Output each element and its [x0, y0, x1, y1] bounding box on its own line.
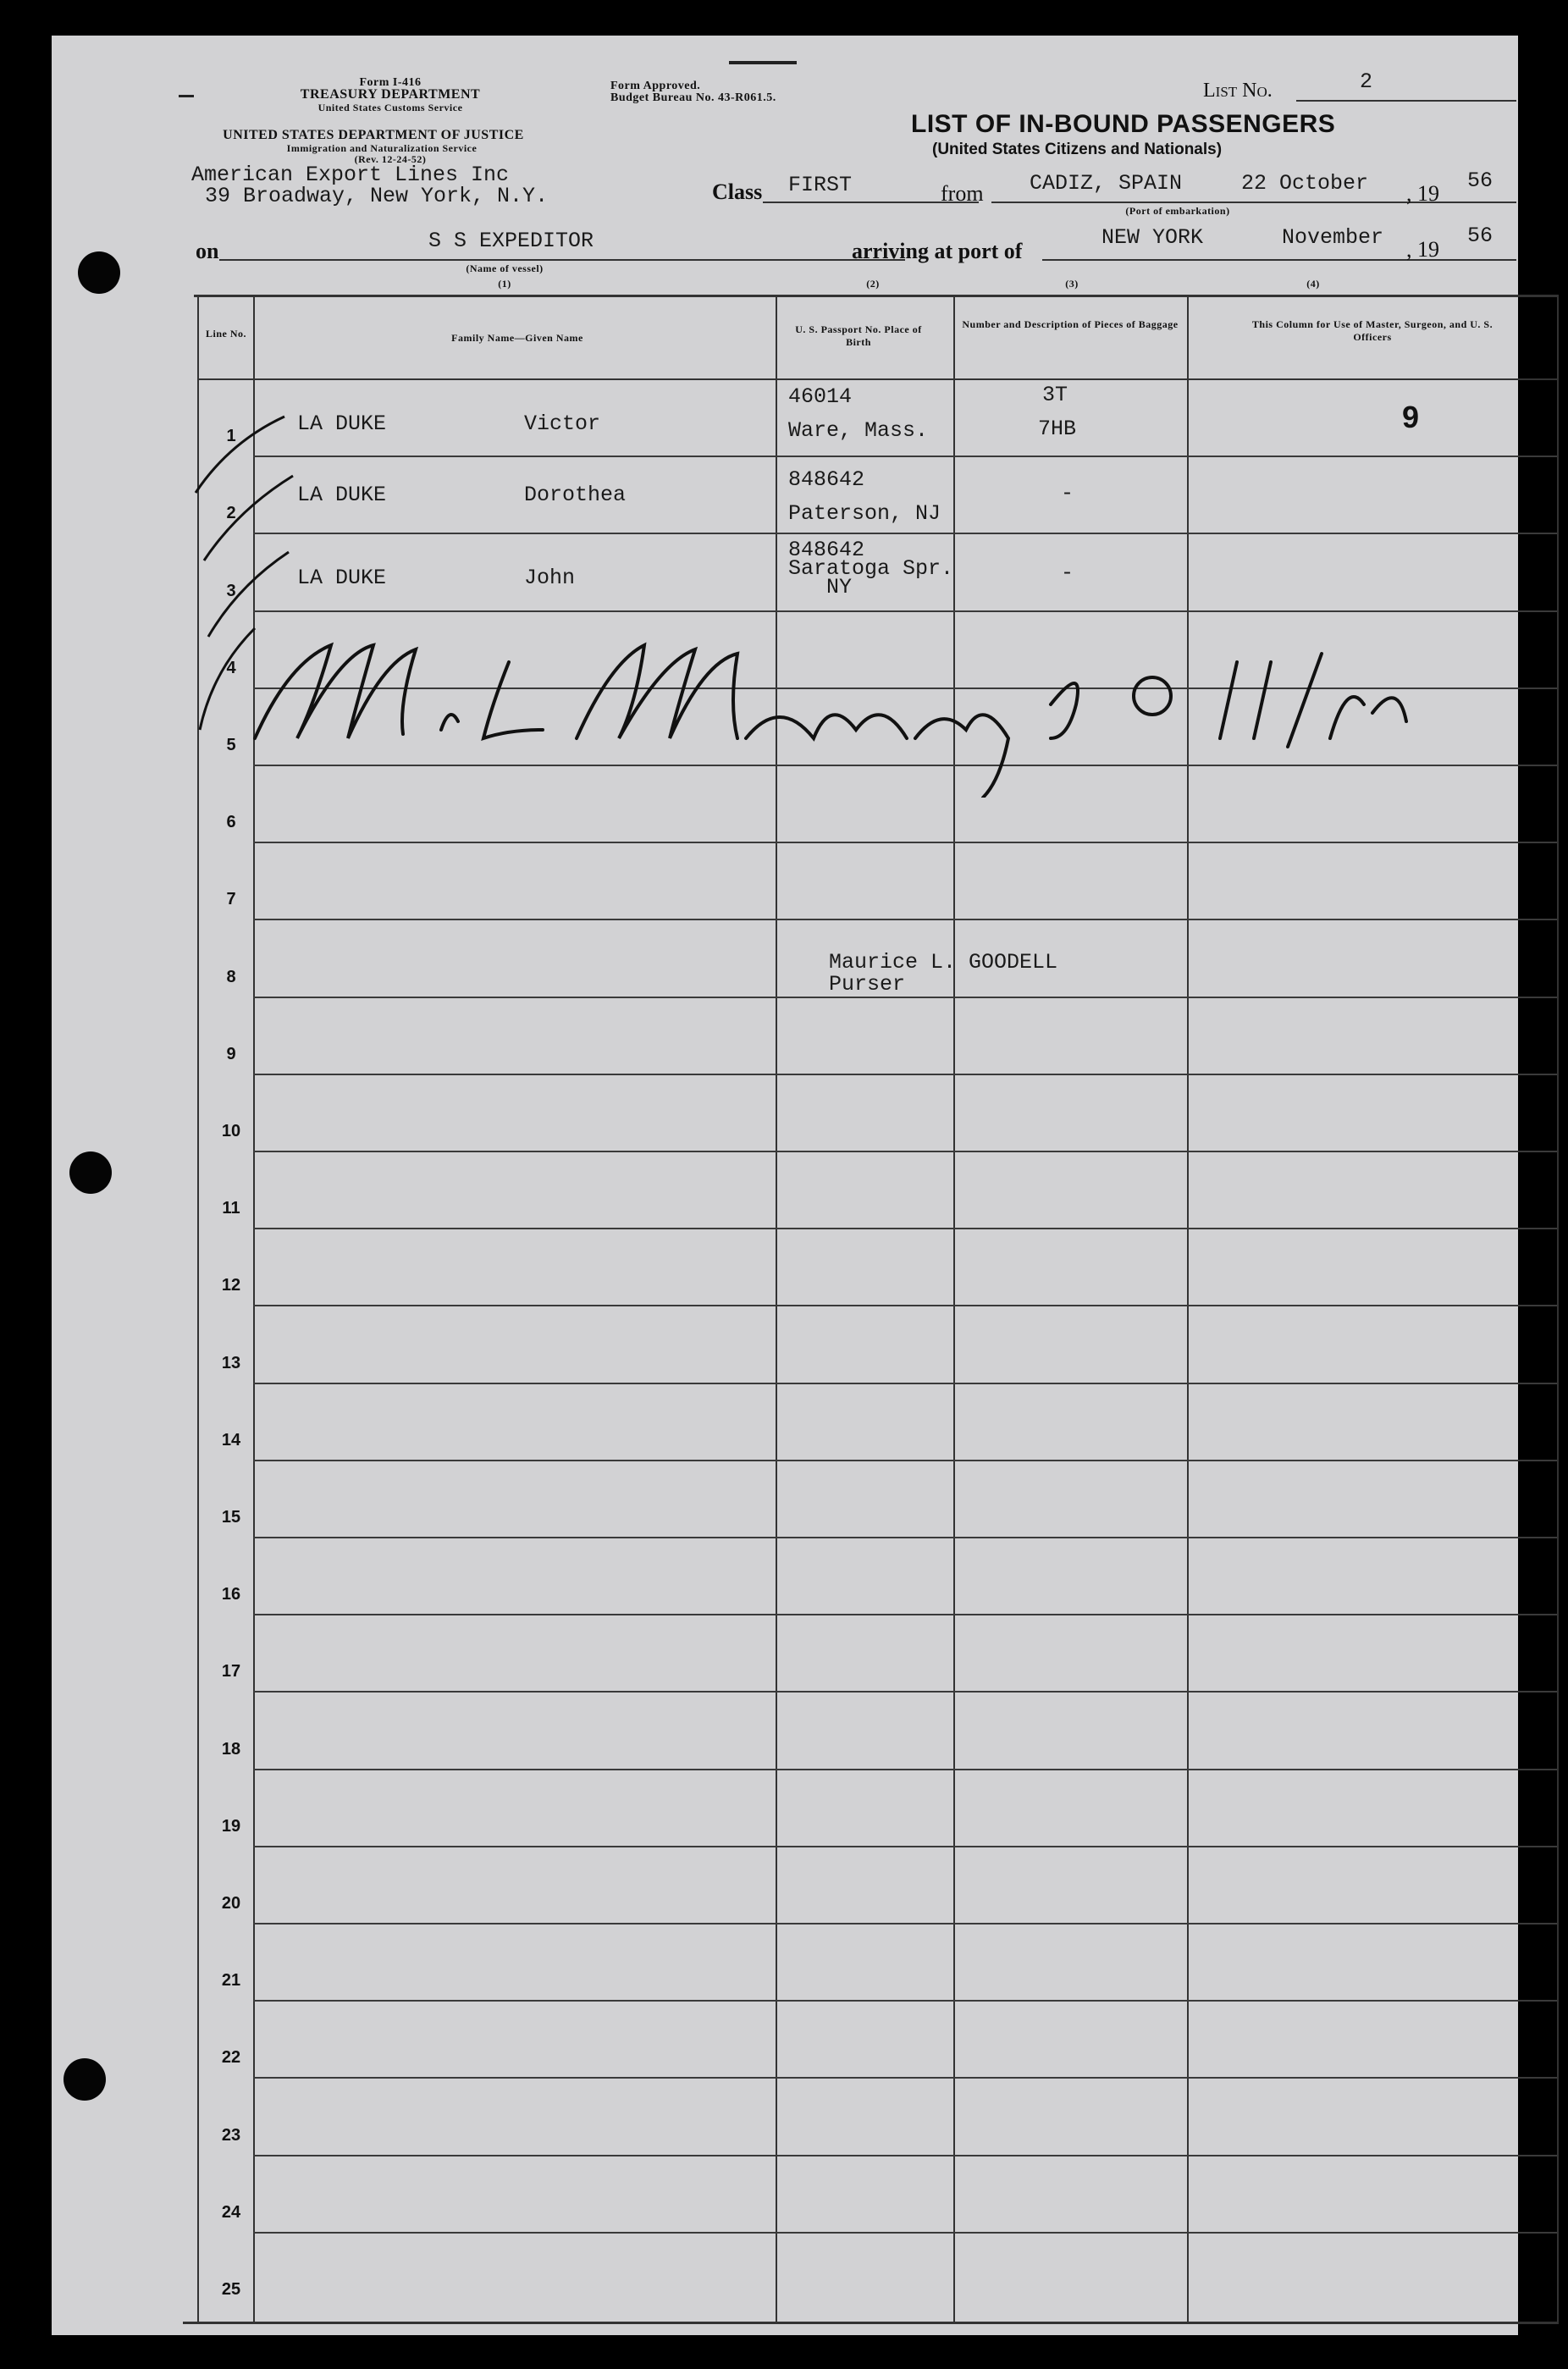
passenger-2-family: LA DUKE: [297, 483, 387, 507]
row-line: [253, 1074, 1557, 1075]
from-port: CADIZ, SPAIN: [1030, 171, 1183, 196]
col-number-3: (3): [1065, 278, 1079, 290]
row-number: 16: [221, 1585, 241, 1604]
form-approved: Form Approved.: [610, 80, 701, 92]
row-line: [253, 2155, 1557, 2156]
row-number: 4: [226, 659, 236, 677]
row-number: 18: [221, 1740, 241, 1759]
row-line: [253, 842, 1557, 843]
row-line: [253, 1614, 1557, 1615]
passenger-1-baggage-2: 7HB: [1038, 417, 1077, 441]
treasury-label: TREASURY DEPARTMENT: [300, 87, 481, 102]
immigration-label: Immigration and Naturalization Service: [286, 142, 478, 154]
row-number: 8: [226, 968, 236, 986]
company-address: 39 Broadway, New York, N.Y.: [205, 184, 549, 208]
col-number-4: (4): [1306, 278, 1320, 290]
arrival-port: NEW YORK: [1101, 225, 1204, 250]
passenger-1-given: Victor: [524, 411, 601, 436]
row-number: 9: [226, 1045, 236, 1063]
row-line: [253, 1151, 1557, 1152]
row-number: 3: [226, 582, 236, 600]
class-value: FIRST: [788, 173, 853, 197]
passenger-3-baggage: -: [1061, 560, 1074, 585]
list-no-label: List No.: [1203, 80, 1273, 102]
page-title: LIST OF IN-BOUND PASSENGERS: [911, 110, 1336, 138]
row-number: 10: [221, 1122, 241, 1140]
vessel-name: S S EXPEDITOR: [428, 229, 594, 253]
binder-hole-bottom: [63, 2058, 106, 2101]
row-number: 13: [221, 1354, 241, 1372]
row-line: [253, 1769, 1557, 1770]
passenger-2-baggage: -: [1061, 481, 1074, 505]
row-number: 21: [221, 1971, 241, 1990]
passenger-2-passport: 848642: [788, 467, 865, 492]
on-label: on: [196, 239, 219, 263]
passenger-1-officer-mark: 9: [1402, 400, 1420, 434]
row-number: 11: [222, 1199, 240, 1218]
col-line-no: Line No.: [205, 328, 246, 340]
from-label: from: [941, 181, 984, 206]
col-passport: U. S. Passport No. Place of Birth: [795, 323, 922, 348]
row-number: 22: [221, 2048, 241, 2067]
passenger-3-birthplace-2: NY: [826, 575, 853, 599]
passenger-2-given: Dorothea: [524, 483, 627, 507]
row-number: 7: [226, 890, 236, 908]
inspector-signature: [238, 611, 1423, 798]
year-prefix-1: , 19: [1406, 181, 1439, 206]
row-number: 17: [221, 1662, 241, 1681]
page-subtitle: (United States Citizens and Nationals): [932, 141, 1223, 158]
year-prefix-2: , 19: [1406, 237, 1439, 262]
ink-mark: [729, 61, 797, 64]
row-number: 23: [221, 2126, 241, 2145]
row-line: [253, 2232, 1557, 2234]
row-line: [253, 1923, 1557, 1924]
row-number: 24: [221, 2203, 241, 2222]
passenger-1-baggage-1: 3T: [1042, 383, 1068, 407]
row-line: [253, 1383, 1557, 1384]
row-line: [253, 1305, 1557, 1306]
budget-bureau: Budget Bureau No. 43-R061.5.: [610, 91, 776, 104]
row-number: 1: [226, 427, 236, 445]
row-number: 14: [221, 1431, 241, 1450]
arrival-year: 56: [1467, 224, 1493, 248]
passenger-3-passport: 848642: [788, 538, 865, 562]
passenger-2-birthplace: Paterson, NJ: [788, 501, 941, 526]
passenger-1-birthplace: Ware, Mass.: [788, 418, 929, 443]
rev-label: (Rev. 12-24-52): [354, 153, 427, 165]
col-officers: This Column for Use of Master, Surgeon, and U. S. Officers: [1251, 318, 1493, 343]
class-label: Class: [712, 179, 763, 204]
arriving-label: arriving at port of: [852, 239, 1023, 263]
row-line: [253, 2077, 1557, 2079]
row-number: 12: [221, 1276, 241, 1295]
row-line: [253, 456, 1557, 457]
row-line: [253, 1691, 1557, 1693]
col-name: Family Name—Given Name: [451, 332, 583, 344]
passenger-3-given: John: [524, 566, 576, 590]
purser-title: Purser: [829, 972, 906, 997]
row-number: 20: [221, 1894, 241, 1913]
binder-hole-top: [78, 251, 120, 294]
row-line: [253, 533, 1557, 534]
departure-date: 22 October: [1241, 171, 1369, 196]
departure-year: 56: [1467, 168, 1493, 193]
col-number-1: (1): [498, 278, 511, 290]
arrival-month: November: [1282, 225, 1384, 250]
list-no-value: 2: [1360, 69, 1373, 94]
customs-label: United States Customs Service: [317, 102, 463, 113]
row-line: [253, 1460, 1557, 1461]
passenger-3-family: LA DUKE: [297, 566, 387, 590]
row-line: [253, 2000, 1557, 2002]
col-baggage: Number and Description of Pieces of Baggage: [962, 318, 1179, 330]
passenger-3-birthplace: Saratoga Spr.: [788, 556, 954, 581]
row-line: [253, 997, 1557, 998]
justice-label: UNITED STATES DEPARTMENT OF JUSTICE: [223, 128, 524, 142]
row-line: [253, 1537, 1557, 1538]
vessel-label: (Name of vessel): [466, 262, 544, 274]
company-name: American Export Lines Inc: [191, 163, 510, 187]
row-line: [253, 919, 1557, 920]
port-embarkation-label: (Port of embarkation): [1125, 205, 1230, 217]
col-number-2: (2): [866, 278, 880, 290]
row-number: 2: [226, 504, 236, 522]
passenger-1-family: LA DUKE: [297, 411, 387, 436]
form-sheet: [52, 36, 1518, 2335]
binder-hole-middle: [69, 1151, 112, 1194]
passenger-1-passport: 46014: [788, 384, 853, 409]
form-number: Form I-416: [359, 76, 422, 89]
row-line: [253, 1228, 1557, 1229]
row-number: 5: [226, 736, 236, 754]
row-number: 25: [221, 2280, 241, 2299]
ink-mark-left: [179, 95, 194, 97]
row-line: [253, 1846, 1557, 1847]
row-number: 6: [226, 813, 236, 831]
purser-name: Maurice L. GOODELL: [829, 950, 1058, 975]
row-number: 15: [221, 1508, 241, 1527]
row-number: 19: [221, 1817, 241, 1836]
